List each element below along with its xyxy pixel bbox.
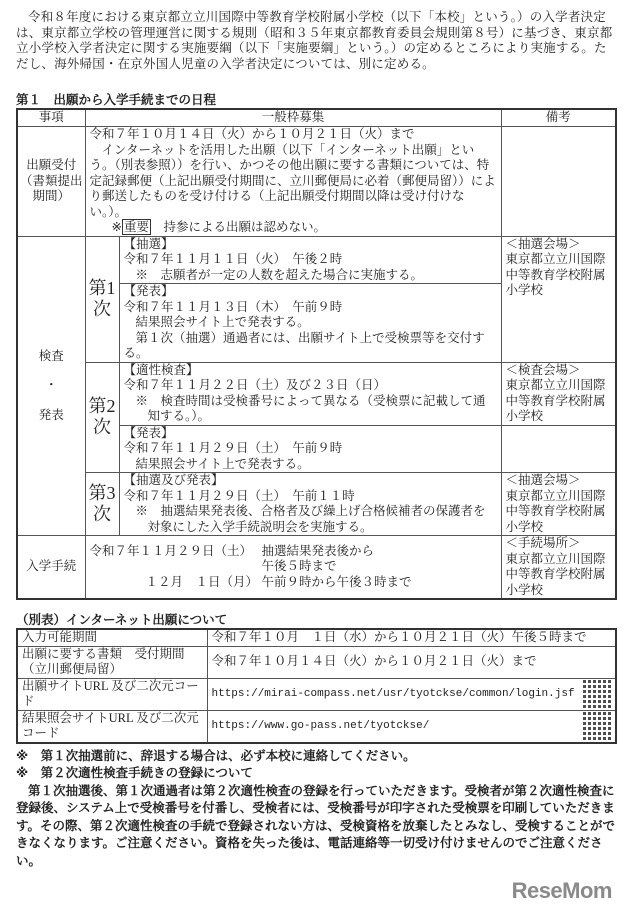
stage2-test-date: 令和７年１１月２２日（土）及び２３日（日） xyxy=(123,378,387,392)
intro-paragraph: 令和８年度における東京都立立川国際中等教育学校附属小学校（以下「本校」という。）の入学者決定は、東京都立学校の管理運営に関する規則（昭和３５年東京都教育委員会規則第８号）に基づき、東京都立小学校入学者決定に関する実施要綱（以下「実施要綱」という。）の定めるところにより実施する。ただし、海外帰国・在京外国人児童の入学者決定については、別に定める。 xyxy=(16,10,613,71)
exam-label-top: 検査 xyxy=(38,348,64,363)
stage2-test xyxy=(119,362,501,425)
stage2-test-title: 【適性検査】 xyxy=(123,362,199,377)
stage2-remarks-title: ＜検査会場＞ xyxy=(505,362,581,377)
stage2-announce-remarks xyxy=(501,425,616,473)
stage2-announce-line1: 結果照会サイト上で発表する。 xyxy=(135,456,310,471)
important-text: 持参による出願は認めない。 xyxy=(163,220,327,234)
enrollment-time1: 抽選結果発表後から xyxy=(261,543,375,558)
stage1-lottery xyxy=(119,236,501,284)
stage1-announce-title: 【発表】 xyxy=(123,284,174,298)
enrollment-date2: １２月 １日（月） xyxy=(145,574,259,589)
enrollment-remarks-title: ＜手続場所＞ xyxy=(505,536,581,550)
enrollment-content xyxy=(85,536,501,600)
stage1-announce xyxy=(119,284,501,363)
header-general: 一般枠募集 xyxy=(85,109,501,127)
enrollment-label: 入学手続 xyxy=(17,536,85,600)
enrollment-time2: 午前９時から午後３時まで xyxy=(261,574,412,589)
application-body: インターネットを活用した出願（以下「インターネット出願」という。（別表参照））を行い、かつその他出願に要する書類については、特定記録郵便（上記出願受付期間に、立川郵便局に必着（郵便局留））により郵送したものを受け付ける（上記出願受付期間以降は受け付けない。）。 xyxy=(89,142,496,219)
row-label: 出願サイトURL 及び二次元コード xyxy=(17,678,207,710)
note-withdrawal: ※ 第１次抽選前に、辞退する場合は、必ず本校に連絡してください。 xyxy=(16,748,416,763)
qr-code-icon xyxy=(583,712,611,740)
application-site-url[interactable]: https://mirai-compass.net/usr/tyotckse/common/login.jsf xyxy=(211,688,575,700)
important-tag: 重要 xyxy=(123,220,149,234)
stage2-announce xyxy=(119,425,501,473)
enrollment-date1: 令和７年１１月２９日（土） xyxy=(89,543,253,558)
results-site-url[interactable]: https://www.go-pass.net/tyotckse/ xyxy=(211,720,430,732)
resemom-logo: ReseMom xyxy=(511,878,612,903)
row-value: 令和７年１０月 １日（水）から１０月２１日（火）午後５時まで xyxy=(207,629,616,646)
stage2-label: 第2次 xyxy=(85,362,119,473)
header-remarks: 備考 xyxy=(501,109,616,127)
enrollment-remarks xyxy=(501,536,616,600)
stage3-remarks xyxy=(501,473,616,536)
application-date: 令和７年１０月１４日（火）から１０月２１日（火）まで xyxy=(89,127,415,141)
exam-label-mid: ・ xyxy=(44,378,58,392)
stage3-note: ※ 抽選結果発表後、合格者及び繰上げ合格候補者の保護者を対象にした入学手続説明会を実施する。 xyxy=(135,504,486,534)
header-item: 事項 xyxy=(17,109,85,127)
notes xyxy=(16,748,618,871)
row-label: 結果照会サイトURL 及び二次元コード xyxy=(17,710,207,743)
stage2-announce-date: 令和７年１１月２９日（土） 午前９時 xyxy=(123,441,343,455)
note-mark: ※ xyxy=(111,220,122,234)
stage3-date: 令和７年１１月２９日（土） 午前１１時 xyxy=(123,488,355,503)
stage3-remarks-body: 東京都立立川国際中等教育学校附属小学校 xyxy=(505,488,606,534)
note-registration-body: 第１次抽選後、第１次通過者は第２次適性検査の登録を行っていただきます。受検者が第２次適性検査に登録後、システム上で受検番号を付番し、受検者には、受検番号が印字された受検票を印刷していただきます。その際、第２次適性検査の手続で登録されない方は、受検資格を放棄したとみなし、受検することができなくなります。ご注意ください。資格を失った後は、電話連絡等一切受け付けませんのでご注意ください。 xyxy=(16,783,616,868)
enrollment-remarks-body: 東京都立立川国際中等教育学校附属小学校 xyxy=(505,551,606,597)
stage1-lottery-date: 令和７年１１月１１日（火） 午後２時 xyxy=(123,252,343,266)
stage1-lottery-title: 【抽選】 xyxy=(123,236,174,251)
enrollment-time1-end: 午後５時まで xyxy=(261,559,337,574)
application-label: 出願受付（書類提出期間） xyxy=(17,127,85,237)
stage3-remarks-title: ＜抽選会場＞ xyxy=(505,473,581,487)
stage3-title: 【抽選及び発表】 xyxy=(123,473,224,487)
stage3-label: 第3次 xyxy=(85,473,119,536)
section-title: 第１ 出願から入学手続までの日程 xyxy=(16,93,217,107)
stage1-remarks-body: 東京都立立川国際中等教育学校附属小学校 xyxy=(505,252,606,297)
stage1-announce-line2: 第１次（抽選）通過者には、出願サイト上で受検票等を交付する。 xyxy=(123,330,485,360)
stage2-announce-title: 【発表】 xyxy=(123,425,174,440)
note-registration-title: ※ 第２次適性検査手続きの登録について xyxy=(16,766,253,780)
row-label: 入力可能期間 xyxy=(17,629,207,646)
stage2-remarks xyxy=(501,362,616,425)
stage1-announce-date: 令和７年１１月１３日（木） 午前９時 xyxy=(123,299,343,314)
stage1-lottery-note: ※ 志願者が一定の人数を超えた場合に実施する。 xyxy=(135,267,424,282)
stage2-remarks-body: 東京都立立川国際中等教育学校附属小学校 xyxy=(505,378,606,423)
stage1-announce-line1: 結果照会サイト上で発表する。 xyxy=(135,315,310,329)
qr-code-icon xyxy=(583,680,611,708)
stage3-content xyxy=(119,473,501,536)
row-value: 令和７年１０月１４日（火）から１０月２１日（火）まで xyxy=(207,646,616,678)
stage1-remarks-title: ＜抽選会場＞ xyxy=(505,236,581,251)
row-label: 出願に要する書類 受付期間（立川郵便局留） xyxy=(17,646,207,678)
application-content xyxy=(85,127,501,237)
stage2-test-note: ※ 検査時間は受検番号によって異なる（受検票に記載して通知する。）。 xyxy=(135,393,486,423)
application-remarks xyxy=(501,127,616,237)
internet-application-table xyxy=(16,628,617,744)
stage1-label: 第1次 xyxy=(85,236,119,362)
schedule-table xyxy=(16,108,617,600)
stage1-remarks xyxy=(501,236,616,362)
appendix-title: （別表）インターネット出願について xyxy=(16,613,228,627)
exam-label-bottom: 発表 xyxy=(38,407,64,422)
exam-label xyxy=(17,236,85,536)
